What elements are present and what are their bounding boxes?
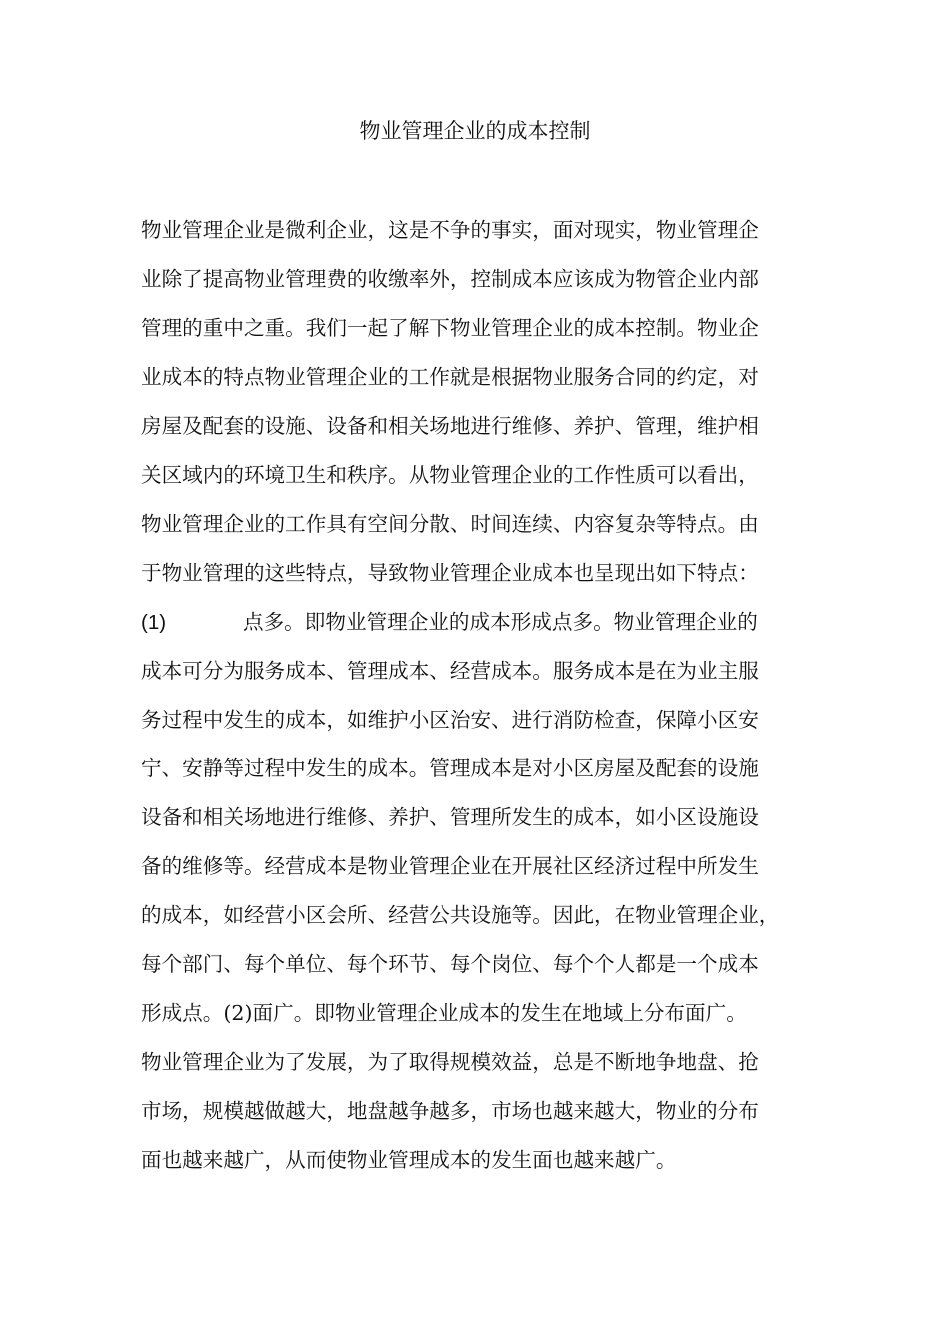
body-line: 的成本，如经营小区会所、经营公共设施等。因此，在物业管理企业， (141, 903, 780, 928)
document-title: 物业管理企业的成本控制 (359, 119, 591, 143)
body-line: 宁、安静等过程中发生的成本。管理成本是对小区房屋及配套的设施 (141, 756, 759, 781)
body-line: 物业管理企业的工作具有空间分散、时间连续、内容复杂等特点。由 (141, 511, 759, 536)
body-line: 每个部门、每个单位、每个环节、每个岗位、每个个人都是一个成本 (141, 952, 759, 977)
body-line: 设备和相关场地进行维修、养护、管理所发生的成本，如小区设施设 (141, 805, 759, 830)
body-line: 务过程中发生的成本，如维护小区治安、进行消防检查，保障小区安 (141, 707, 759, 732)
list-item-text: 点多。即物业管理企业的成本形成点多。物业管理企业的 (243, 609, 758, 634)
body-line (141, 606, 758, 638)
body-line: 业除了提高物业管理费的收缴率外，控制成本应该成为物管企业内部 (141, 266, 759, 291)
body-line: 市场，规模越做越大，地盘越争越多，市场也越来越大，物业的分布 (141, 1099, 759, 1124)
body-line: 形成点。(2)面广。即物业管理企业成本的发生在地域上分布面广。 (141, 1001, 747, 1026)
body-line: 物业管理企业为了发展，为了取得规模效益，总是不断地争地盘、抢 (141, 1050, 759, 1075)
body-line: 于物业管理的这些特点，导致物业管理企业成本也呈现出如下特点： (141, 560, 759, 585)
body-line: 成本可分为服务成本、管理成本、经营成本。服务成本是在为业主服 (141, 658, 759, 683)
body-line: 关区域内的环境卫生和秩序。从物业管理企业的工作性质可以看出， (141, 462, 759, 487)
body-line: 房屋及配套的设施、设备和相关场地进行维修、养护、管理，维护相 (141, 413, 759, 438)
body-line: 面也越来越广，从而使物业管理成本的发生面也越来越广。 (141, 1148, 677, 1173)
body-line: 管理的重中之重。我们一起了解下物业管理企业的成本控制。物业企 (141, 315, 759, 340)
body-line: 物业管理企业是微利企业，这是不争的事实，面对现实，物业管理企 (141, 218, 759, 242)
body-line: 业成本的特点物业管理企业的工作就是根据物业服务合同的约定，对 (141, 364, 759, 389)
body-line: 备的维修等。经营成本是物业管理企业在开展社区经济过程中所发生 (141, 854, 759, 879)
list-marker: (1) (141, 610, 167, 634)
